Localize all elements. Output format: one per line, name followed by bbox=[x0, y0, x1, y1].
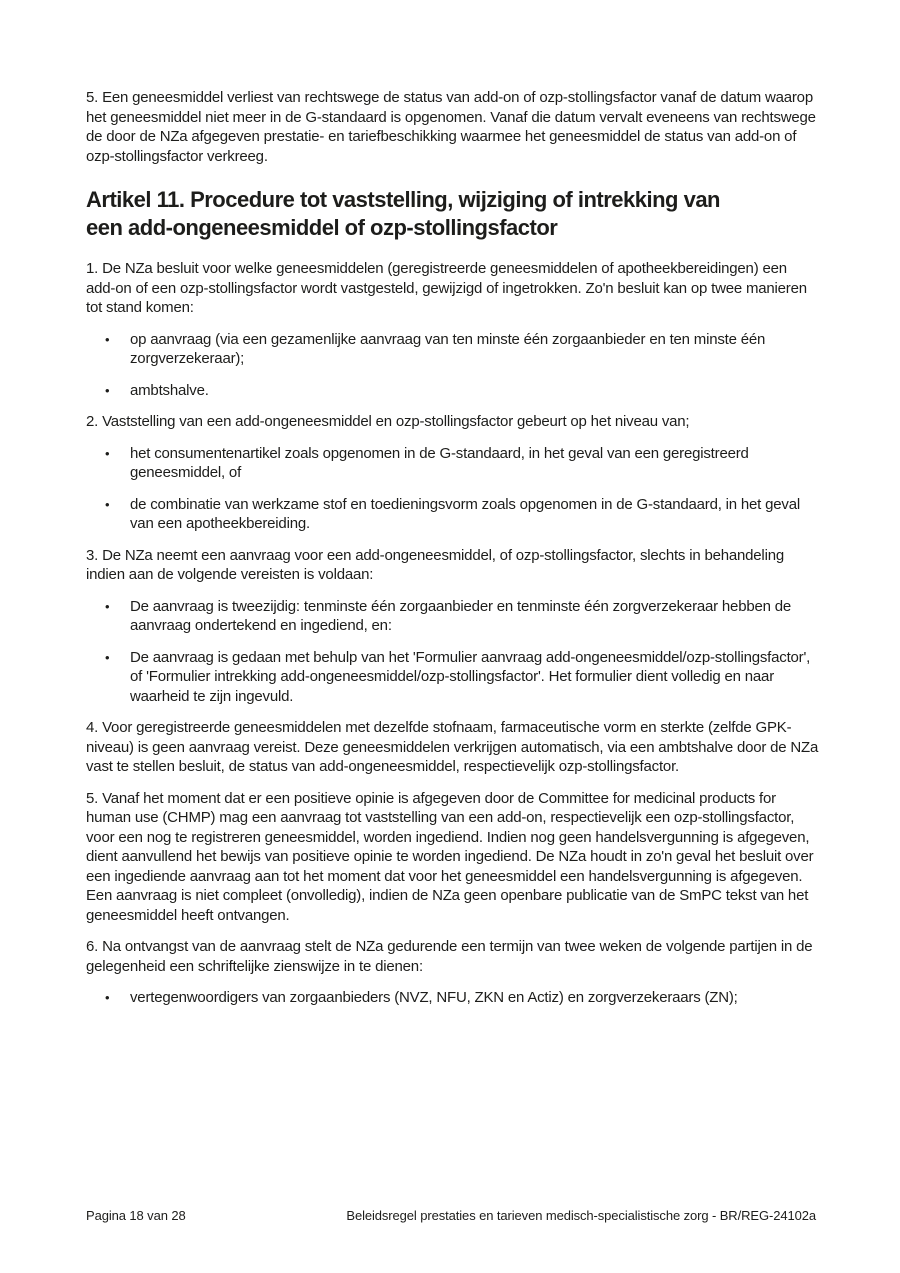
article-11-heading bbox=[86, 186, 819, 242]
bullet-icon: • bbox=[105, 496, 110, 512]
list-item bbox=[86, 597, 819, 636]
list-item-text: vertegenwoordigers van zorgaanbieders (NVZ, NFU, ZKN en Actiz) en zorgverzekeraars (ZN); bbox=[130, 989, 738, 1006]
list-item-text: op aanvraag (via een gezamenlijke aanvraag van ten minste één zorgaanbieder en ten minste één zorgverzekeraar); bbox=[130, 330, 766, 367]
list-item bbox=[86, 988, 819, 1008]
paragraph-item2-intro: 2. Vaststelling van een add-ongeneesmiddel en ozp-stollingsfactor gebeurt op het niveau van; bbox=[86, 413, 690, 430]
list-item bbox=[86, 330, 819, 369]
list-item-text: ambtshalve. bbox=[130, 381, 209, 399]
list-item-text: het consumentenartikel zoals opgenomen in de G-standaard, in het geval van een geregistreerd geneesmiddel, of bbox=[130, 444, 749, 481]
item2-bullet-list bbox=[86, 444, 819, 534]
paragraph-previous-article-item5: 5. Een geneesmiddel verliest van rechtswege de status van add-on of ozp-stollingsfactor vanaf de datum waarop het geneesmiddel niet meer in de G-standaard is opgenomen. Vanaf die datum vervalt eveneens van rechtswege de door de NZa afgegeven prestatie- en tariefbeschikking waarmee het geneesmiddel de status van add-on of ozp-stollingsfactor verkreeg. bbox=[86, 89, 816, 165]
list-item-text: de combinatie van werkzame stof en toedieningsvorm zoals opgenomen in de G-standaard, in het geval van een apotheekbereiding. bbox=[130, 495, 800, 532]
bullet-icon: • bbox=[105, 331, 110, 347]
page-footer bbox=[86, 1208, 816, 1223]
paragraph-item6-intro: 6. Na ontvangst van de aanvraag stelt de NZa gedurende een termijn van twee weken de volgende partijen in de gelegenheid een schriftelijke zienswijze in te dienen: bbox=[86, 938, 813, 975]
footer-document-title: Beleidsregel prestaties en tarieven medisch-specialistische zorg - BR/REG-24102a bbox=[346, 1208, 816, 1223]
item1-bullet-list bbox=[86, 330, 819, 401]
paragraph-item3-intro: 3. De NZa neemt een aanvraag voor een add-ongeneesmiddel, of ozp-stollingsfactor, slechts in behandeling indien aan de volgende vereisten is voldaan: bbox=[86, 546, 784, 583]
footer-page-number: Pagina 18 van 28 bbox=[86, 1208, 186, 1223]
bullet-icon: • bbox=[105, 382, 110, 398]
bullet-icon: • bbox=[105, 598, 110, 614]
article-11-heading-line2: een add-ongeneesmiddel of ozp-stollingsfactor bbox=[86, 215, 558, 240]
list-item bbox=[86, 495, 819, 534]
list-item bbox=[86, 444, 819, 483]
bullet-icon: • bbox=[105, 445, 110, 461]
paragraph-item5: 5. Vanaf het moment dat er een positieve opinie is afgegeven door de Committee for medicinal products for human use (CHMP) mag een aanvraag tot vaststelling van een add-on, respectievelijk een ozp-stollingsfactor, voor een nog te registreren geneesmiddel, worden ingediend. Indien nog geen handelsvergunning is afgegeven, dient aanvullend het bewijs van positieve opinie te worden ingediend. De NZa houdt in zo'n geval het besluit over een ingediende aanvraag aan tot het moment dat voor het geneesmiddel een handelsvergunning is afgegeven. Een aanvraag is niet compleet (onvolledig), indien de NZa geen openbare publicatie van de SmPC tekst van het geneesmiddel heeft ontvangen. bbox=[86, 789, 814, 924]
paragraph-item4: 4. Voor geregistreerde geneesmiddelen met dezelfde stofnaam, farmaceutische vorm en sterkte (zelfde GPK-niveau) is geen aanvraag vereist. Deze geneesmiddelen verkrijgen automatisch, via een ambtshalve door de NZa vast te stellen besluit, de status van add-ongeneesmiddel, respectievelijk ozp-stollingsfactor. bbox=[86, 719, 819, 775]
paragraph-item1-intro: 1. De NZa besluit voor welke geneesmiddelen (geregistreerde geneesmiddelen of apotheekbereidingen) een add-on of een ozp-stollingsfactor wordt vastgesteld, gewijzigd of ingetrokken. Zo'n besluit kan op twee manieren tot stand komen: bbox=[86, 260, 807, 316]
item6-bullet-list bbox=[86, 988, 819, 1008]
bullet-icon: • bbox=[105, 649, 110, 665]
list-item bbox=[86, 381, 819, 401]
list-item-text: De aanvraag is tweezijdig: tenminste één zorgaanbieder en tenminste één zorgverzekeraar hebben de aanvraag ondertekend en ingediend, en: bbox=[130, 597, 792, 634]
article-11-heading-line1: Artikel 11. Procedure tot vaststelling, wijziging of intrekking van bbox=[86, 187, 720, 212]
bullet-icon: • bbox=[105, 990, 110, 1005]
item3-bullet-list bbox=[86, 597, 819, 707]
list-item bbox=[86, 648, 819, 707]
document-content bbox=[86, 88, 819, 1020]
list-item-text: De aanvraag is gedaan met behulp van het 'Formulier aanvraag add-ongeneesmiddel/ozp-stollingsfactor', of 'Formulier intrekking add-ongeneesmiddel/ozp-stollingsfactor'. Het formulier dient volledig en naar waarheid te zijn ingevuld. bbox=[130, 648, 811, 705]
